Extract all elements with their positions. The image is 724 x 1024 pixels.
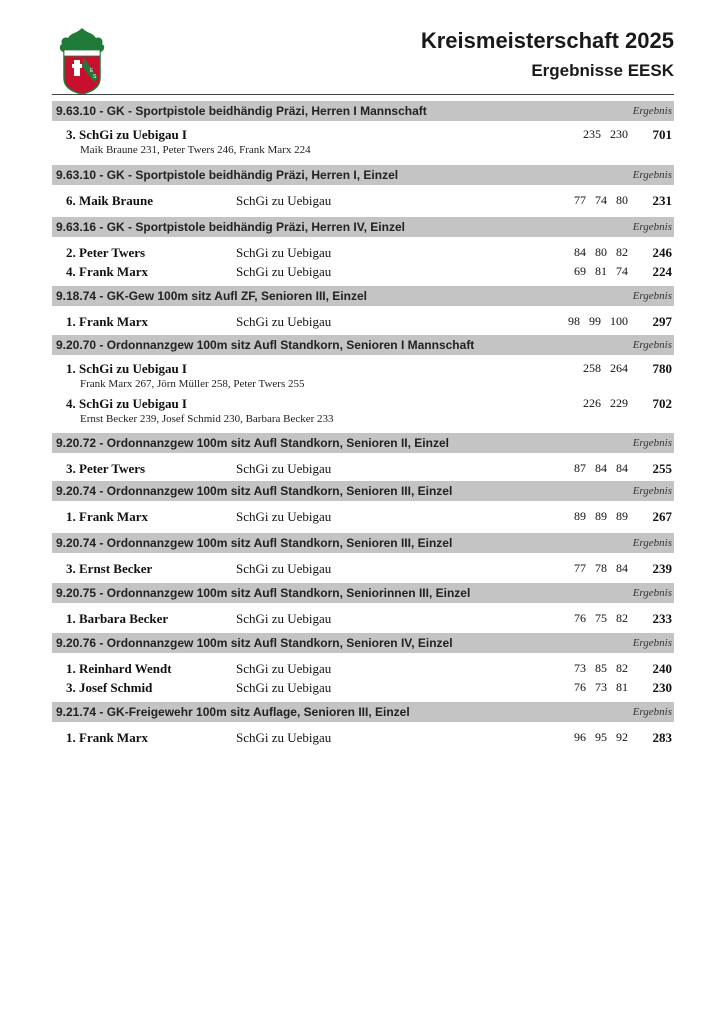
- club-logo-icon: [54, 26, 110, 96]
- svg-text:S: S: [93, 74, 97, 80]
- section-heading-text: 9.20.76 - Ordonnanzgew 100m sitz Aufl Standkorn, Senioren IV, Einzel: [56, 636, 453, 650]
- result-row: [52, 243, 674, 262]
- shooter-name: Reinhard Wendt: [79, 661, 172, 676]
- result-section: [52, 165, 674, 210]
- rank-and-name: [66, 127, 187, 143]
- result-column-label: Ergebnis: [632, 587, 672, 599]
- shooter-name: SchGi zu Uebigau I: [79, 361, 187, 376]
- team-members: Frank Marx 267, Jörn Müller 258, Peter Twers 255: [80, 378, 305, 390]
- total-score: 239: [652, 561, 672, 576]
- shooter-name: Ernst Becker: [79, 561, 153, 576]
- series-scores: 98 99 100: [568, 314, 628, 328]
- total-score: 246: [652, 245, 672, 260]
- team-members: Maik Braune 231, Peter Twers 246, Frank Marx 224: [80, 144, 311, 156]
- shooter-name: Barbara Becker: [79, 611, 169, 626]
- section-heading-text: 9.20.74 - Ordonnanzgew 100m sitz Aufl Standkorn, Senioren III, Einzel: [56, 484, 453, 498]
- series-scores: 226 229: [583, 396, 628, 410]
- total-score: 297: [652, 314, 672, 329]
- section-heading-text: 9.63.16 - GK - Sportpistole beidhändig Präzi, Herren IV, Einzel: [56, 220, 405, 234]
- result-column-label: Ergebnis: [632, 290, 672, 302]
- club-name: SchGi zu Uebigau: [236, 461, 332, 476]
- shooter-name: Peter Twers: [79, 245, 146, 260]
- club-name: SchGi zu Uebigau: [236, 193, 332, 208]
- section-heading-text: 9.20.70 - Ordonnanzgew 100m sitz Aufl Standkorn, Senioren I Mannschaft: [56, 338, 475, 352]
- shooter-name: SchGi zu Uebigau I: [79, 396, 187, 411]
- result-column-label: Ergebnis: [632, 169, 672, 181]
- shooter-name: Frank Marx: [79, 509, 148, 524]
- result-section: [52, 286, 674, 331]
- rank-and-name: [66, 245, 145, 261]
- club-name: SchGi zu Uebigau: [236, 661, 332, 676]
- section-heading: [52, 433, 674, 453]
- section-heading-text: 9.21.74 - GK-Freigewehr 100m sitz Auflage, Senioren III, Einzel: [56, 705, 410, 719]
- result-section: [52, 583, 674, 628]
- series-scores: 77 78 84: [574, 561, 628, 575]
- club-name: SchGi zu Uebigau: [236, 730, 332, 745]
- total-score: 255: [652, 461, 672, 476]
- rank: 1.: [66, 314, 76, 329]
- series-scores: 73 85 82: [574, 661, 628, 675]
- page-title: Kreismeisterschaft 2025: [420, 28, 674, 53]
- total-score: 267: [652, 509, 672, 524]
- result-row: [52, 678, 674, 697]
- section-heading-text: 9.20.74 - Ordonnanzgew 100m sitz Aufl Standkorn, Senioren III, Einzel: [56, 536, 453, 550]
- result-column-label: Ergebnis: [632, 537, 672, 549]
- result-column-label: Ergebnis: [632, 339, 672, 351]
- series-scores: 69 81 74: [574, 264, 628, 278]
- result-column-label: Ergebnis: [632, 437, 672, 449]
- page-subtitle: Ergebnisse EESK: [531, 61, 674, 80]
- result-section: [52, 101, 674, 160]
- section-heading: [52, 481, 674, 501]
- series-scores: 89 89 89: [574, 509, 628, 523]
- rank-and-name: [66, 193, 153, 209]
- section-heading-text: 9.63.10 - GK - Sportpistole beidhändig Präzi, Herren I, Einzel: [56, 168, 399, 182]
- result-column-label: Ergebnis: [632, 706, 672, 718]
- result-section: [52, 533, 674, 578]
- rank-and-name: [66, 461, 145, 477]
- total-score: 233: [652, 611, 672, 626]
- club-name: SchGi zu Uebigau: [236, 561, 332, 576]
- result-column-label: Ergebnis: [632, 637, 672, 649]
- result-row: [52, 359, 674, 378]
- result-column-label: Ergebnis: [632, 105, 672, 117]
- shooter-name: Frank Marx: [79, 730, 148, 745]
- series-scores: 87 84 84: [574, 461, 628, 475]
- result-section: [52, 633, 674, 697]
- header-divider: [52, 94, 674, 95]
- rank-and-name: [66, 661, 172, 677]
- total-score: 240: [652, 661, 672, 676]
- series-scores: 258 264: [583, 361, 628, 375]
- club-name: SchGi zu Uebigau: [236, 264, 332, 279]
- result-row: [52, 659, 674, 678]
- rank: 4.: [66, 264, 76, 279]
- result-section: [52, 217, 674, 281]
- results-list: [52, 98, 674, 747]
- rank: 4.: [66, 396, 76, 411]
- total-score: 231: [652, 193, 672, 208]
- series-scores: 77 74 80: [574, 193, 628, 207]
- svg-text:E: E: [90, 68, 94, 74]
- club-name: SchGi zu Uebigau: [236, 314, 332, 329]
- result-row: [52, 125, 674, 144]
- section-heading: [52, 286, 674, 306]
- rank: 1.: [66, 611, 76, 626]
- series-scores: 76 73 81: [574, 680, 628, 694]
- section-heading: [52, 217, 674, 237]
- result-row: [52, 559, 674, 578]
- result-column-label: Ergebnis: [632, 221, 672, 233]
- shooter-name: Frank Marx: [79, 264, 148, 279]
- result-row: [52, 312, 674, 331]
- section-heading: [52, 101, 674, 121]
- shooter-name: Maik Braune: [79, 193, 154, 208]
- club-name: SchGi zu Uebigau: [236, 680, 332, 695]
- section-heading-text: 9.20.75 - Ordonnanzgew 100m sitz Aufl Standkorn, Seniorinnen III, Einzel: [56, 586, 471, 600]
- rank-and-name: [66, 561, 152, 577]
- rank-and-name: [66, 361, 187, 377]
- total-score: 780: [652, 361, 672, 376]
- result-section: [52, 481, 674, 526]
- rank-and-name: [66, 314, 148, 330]
- rank: 3.: [66, 127, 76, 142]
- series-scores: 84 80 82: [574, 245, 628, 259]
- rank-and-name: [66, 264, 148, 280]
- result-row: [52, 191, 674, 210]
- rank: 1.: [66, 661, 76, 676]
- shooter-name: Josef Schmid: [79, 680, 153, 695]
- series-scores: 235 230: [583, 127, 628, 141]
- rank-and-name: [66, 611, 168, 627]
- rank-and-name: [66, 396, 187, 412]
- section-heading-text: 9.20.72 - Ordonnanzgew 100m sitz Aufl Standkorn, Senioren II, Einzel: [56, 436, 449, 450]
- section-heading-text: 9.63.10 - GK - Sportpistole beidhändig Präzi, Herren I Mannschaft: [56, 104, 427, 118]
- club-name: SchGi zu Uebigau: [236, 245, 332, 260]
- rank: 3.: [66, 561, 76, 576]
- result-column-label: Ergebnis: [632, 485, 672, 497]
- shooter-name: SchGi zu Uebigau I: [79, 127, 187, 142]
- shooter-name: Peter Twers: [79, 461, 146, 476]
- rank: 2.: [66, 245, 76, 260]
- result-section: [52, 433, 674, 478]
- section-heading: [52, 633, 674, 653]
- series-scores: 76 75 82: [574, 611, 628, 625]
- club-name: SchGi zu Uebigau: [236, 509, 332, 524]
- result-row: [52, 609, 674, 628]
- rank-and-name: [66, 680, 152, 696]
- result-row: [52, 394, 674, 413]
- result-row: [52, 507, 674, 526]
- section-heading: [52, 335, 674, 355]
- rank: 1.: [66, 361, 76, 376]
- section-heading-text: 9.18.74 - GK-Gew 100m sitz Aufl ZF, Senioren III, Einzel: [56, 289, 367, 303]
- rank-and-name: [66, 730, 148, 746]
- result-section: [52, 702, 674, 747]
- total-score: 224: [652, 264, 672, 279]
- section-heading: [52, 533, 674, 553]
- shooter-name: Frank Marx: [79, 314, 148, 329]
- rank: 1.: [66, 509, 76, 524]
- rank: 3.: [66, 680, 76, 695]
- rank: 6.: [66, 193, 76, 208]
- result-row: [52, 262, 674, 281]
- total-score: 702: [652, 396, 672, 411]
- result-section: [52, 335, 674, 429]
- section-heading: [52, 702, 674, 722]
- rank-and-name: [66, 509, 148, 525]
- result-row: [52, 459, 674, 478]
- rank: 1.: [66, 730, 76, 745]
- total-score: 230: [652, 680, 672, 695]
- series-scores: 96 95 92: [574, 730, 628, 744]
- total-score: 701: [652, 127, 672, 142]
- total-score: 283: [652, 730, 672, 745]
- section-heading: [52, 583, 674, 603]
- team-members: Ernst Becker 239, Josef Schmid 230, Barbara Becker 233: [80, 413, 334, 425]
- section-heading: [52, 165, 674, 185]
- result-row: [52, 728, 674, 747]
- rank: 3.: [66, 461, 76, 476]
- club-name: SchGi zu Uebigau: [236, 611, 332, 626]
